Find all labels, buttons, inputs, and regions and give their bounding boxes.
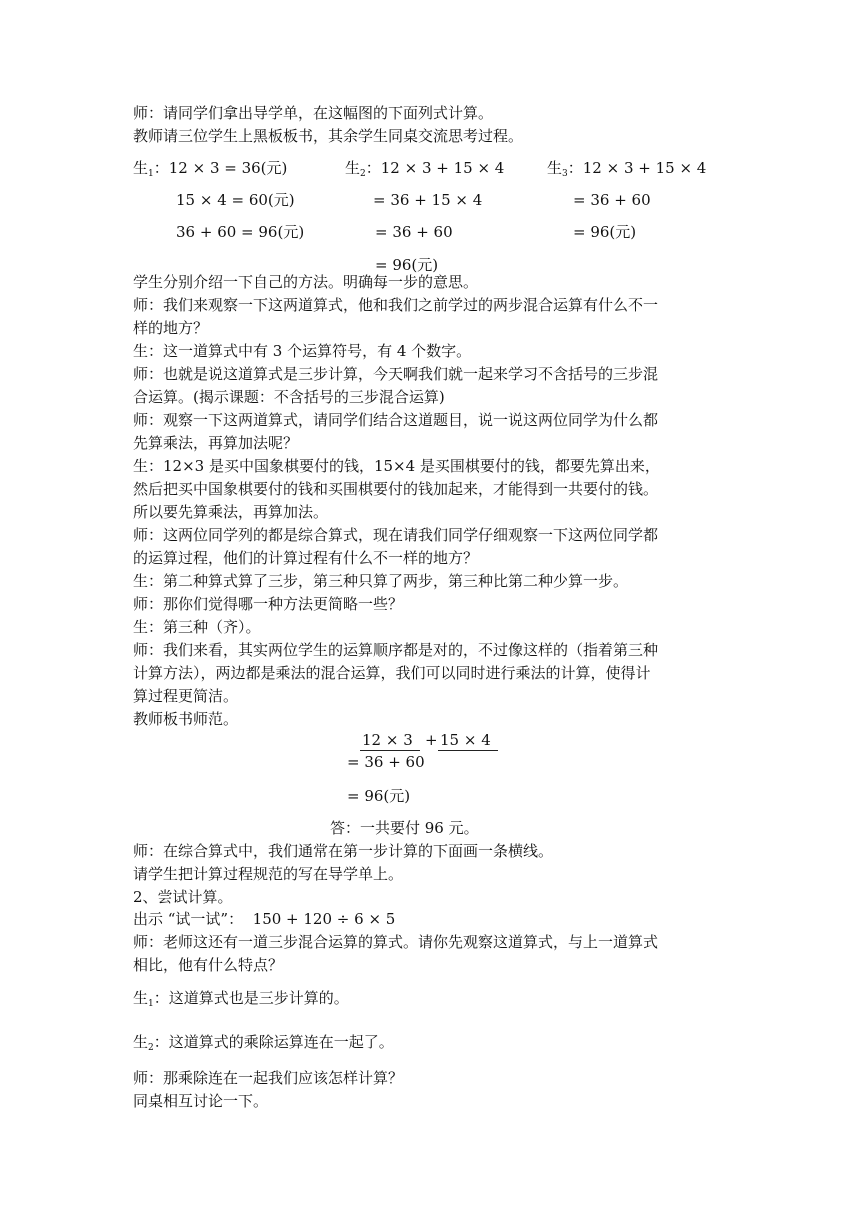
text-line: 师：这两位同学列的都是综合算式，现在请我们同学仔细观察一下这两位同学都 bbox=[133, 526, 659, 544]
text-line: 合运算。(揭示课题：不含括号的三步混合运算) bbox=[133, 388, 445, 406]
text-line: 同桌相互讨论一下。 bbox=[133, 1092, 269, 1110]
text-line: 师：观察一下这两道算式，请同学们结合这道题目，说一说这两位同学为什么都 bbox=[133, 411, 659, 429]
text-line: 的运算过程，他们的计算过程有什么不一样的地方？ bbox=[133, 549, 479, 567]
student2-line1: 生$_2$：12 × 3 + 15 × 4 bbox=[345, 159, 505, 179]
text-line: 师：我们来观察一下这两道算式，他和我们之前学过的两步混合运算有什么不一 bbox=[133, 296, 659, 314]
text-line: 算过程更简洁。 bbox=[133, 687, 239, 705]
text-line: 先算乘法，再算加法呢？ bbox=[133, 434, 299, 452]
text-line: 生：这一道算式中有 3 个运算符号，有 4 个数字。 bbox=[133, 342, 472, 360]
student1-line3: 36 + 60 = 96(元) bbox=[176, 223, 305, 241]
text-line: 教师请三位学生上黑板板书，其余学生同桌交流思考过程。 bbox=[133, 127, 524, 145]
text-line: 师：请同学们拿出导学单，在这幅图的下面列式计算。 bbox=[133, 104, 494, 122]
section-heading: 2、尝试计算。 bbox=[133, 888, 233, 906]
text-line: 教师板书师范。 bbox=[133, 710, 239, 728]
text-line: 计算方法），两边都是乘法的混合运算，我们可以同时进行乘法的计算，使得计 bbox=[133, 664, 651, 682]
board-line-3: = 96(元) bbox=[347, 787, 411, 805]
student1-line1: 生$_1$：12 × 3 = 36(元) bbox=[133, 159, 288, 179]
text-line: 师：老师这还有一道三步混合运算的算式。请你先观察这道算式，与上一道算式 bbox=[133, 933, 659, 951]
board-term-1: 12 × 3 bbox=[362, 731, 413, 749]
text-line: 师：那你们觉得哪一种方法更简略一些？ bbox=[133, 595, 404, 613]
student2-answer: 生$_2$：这道算式的乘除运算连在一起了。 bbox=[133, 1033, 394, 1053]
text-line: 师：那乘除连在一起我们应该怎样计算？ bbox=[133, 1069, 404, 1087]
board-line-2: = 36 + 60 bbox=[347, 753, 425, 771]
text-line: 生：第二种算式算了三步，第三种只算了两步，第三种比第二种少算一步。 bbox=[133, 572, 629, 590]
text-line: 相比，他有什么特点？ bbox=[133, 956, 284, 974]
student2-line3: = 36 + 60 bbox=[375, 223, 453, 241]
text-line: 请学生把计算过程规范的写在导学单上。 bbox=[133, 865, 404, 883]
student2-line2: = 36 + 15 × 4 bbox=[373, 191, 483, 209]
step-underline-2 bbox=[438, 750, 498, 751]
text-line: 生：第三种（齐）。 bbox=[133, 618, 261, 636]
try-it-line: 出示 “试一试”： 150 + 120 ÷ 6 × 5 bbox=[133, 910, 396, 928]
text-line: 师：我们来看，其实两位学生的运算顺序都是对的，不过像这样的（指着第三种 bbox=[133, 641, 659, 659]
student1-line2: 15 × 4 = 60(元) bbox=[176, 191, 295, 209]
board-term-2: 15 × 4 bbox=[440, 731, 491, 749]
text-line: 所以要先算乘法，再算加法。 bbox=[133, 503, 329, 521]
student2-line4: = 96(元) bbox=[375, 256, 439, 274]
student1-answer: 生$_1$：这道算式也是三步计算的。 bbox=[133, 989, 349, 1009]
text-line: 生：12×3 是买中国象棋要付的钱，15×4 是买围棋要付的钱，都要先算出来， bbox=[133, 457, 660, 475]
board-plus: + bbox=[425, 731, 438, 749]
student3-line1: 生$_3$：12 × 3 + 15 × 4 bbox=[547, 159, 707, 179]
step-underline-1 bbox=[360, 750, 420, 751]
text-line: 学生分别介绍一下自己的方法。明确每一步的意思。 bbox=[133, 273, 479, 291]
text-line: 样的地方？ bbox=[133, 319, 209, 337]
text-line: 师：在综合算式中，我们通常在第一步计算的下面画一条横线。 bbox=[133, 842, 554, 860]
text-line: 然后把买中国象棋要付的钱和买围棋要付的钱加起来，才能得到一共要付的钱。 bbox=[133, 480, 659, 498]
student3-line2: = 36 + 60 bbox=[573, 191, 651, 209]
answer-line: 答：一共要付 96 元。 bbox=[330, 819, 479, 837]
text-line: 师：也就是说这道算式是三步计算，今天啊我们就一起来学习不含括号的三步混 bbox=[133, 365, 659, 383]
student3-line3: = 96(元) bbox=[573, 223, 637, 241]
